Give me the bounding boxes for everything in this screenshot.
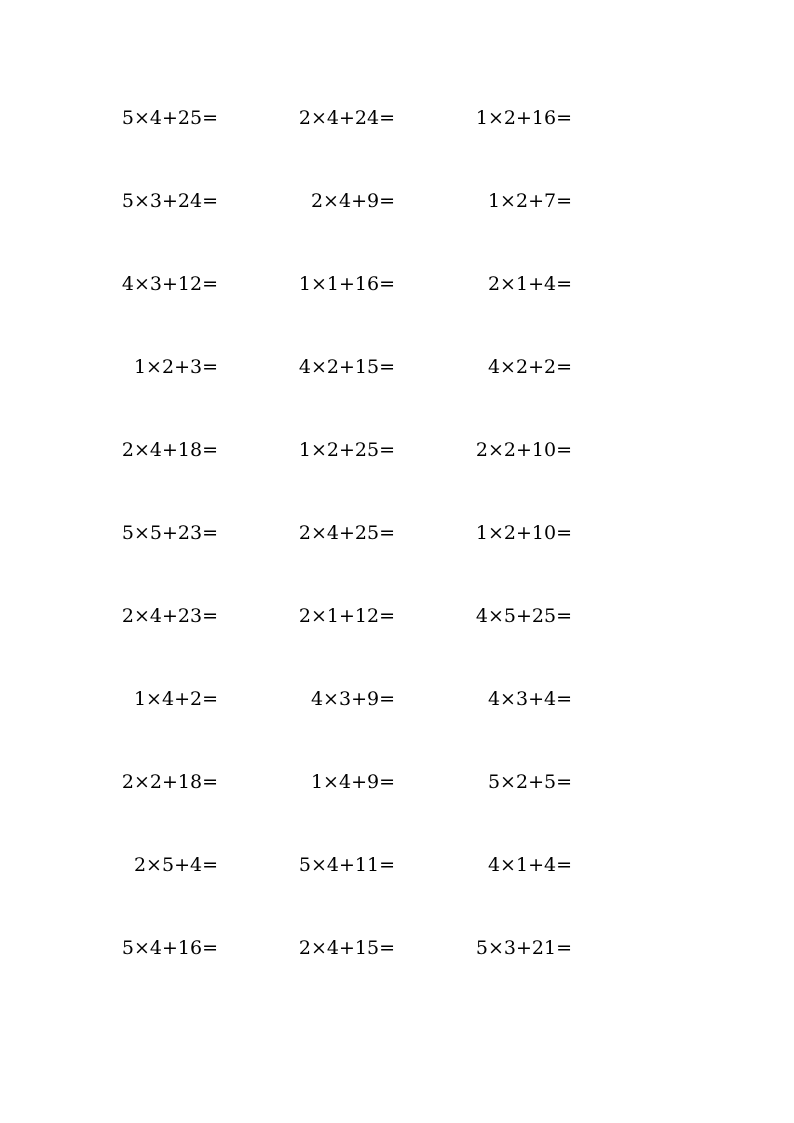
problem-row (0, 596, 794, 636)
problem: 4×1+4= (487, 854, 572, 876)
problem-row (0, 430, 794, 470)
problem: 1×4+9= (310, 771, 395, 793)
problem: 5×3+21= (475, 937, 572, 959)
problem: 5×5+23= (121, 522, 218, 544)
problem-row (0, 264, 794, 304)
problem: 1×1+16= (298, 273, 395, 295)
problem: 4×5+25= (475, 605, 572, 627)
problem-row (0, 928, 794, 968)
problem: 2×4+24= (298, 107, 395, 129)
problem: 2×4+25= (298, 522, 395, 544)
problem: 4×2+15= (298, 356, 395, 378)
problem-row (0, 181, 794, 221)
problem: 1×2+3= (133, 356, 218, 378)
problem: 1×2+25= (298, 439, 395, 461)
problem: 2×4+9= (310, 190, 395, 212)
problem: 1×2+16= (475, 107, 572, 129)
problem: 4×3+4= (487, 688, 572, 710)
problem-row (0, 513, 794, 553)
problem: 2×5+4= (133, 854, 218, 876)
problem: 2×2+18= (121, 771, 218, 793)
problem: 4×3+12= (121, 273, 218, 295)
problem-row (0, 347, 794, 387)
problem: 1×4+2= (133, 688, 218, 710)
problem-row (0, 845, 794, 885)
problem: 4×2+2= (487, 356, 572, 378)
problem: 5×4+11= (298, 854, 395, 876)
problem: 5×2+5= (487, 771, 572, 793)
problem: 2×4+23= (121, 605, 218, 627)
problem: 5×4+16= (121, 937, 218, 959)
problem-row (0, 98, 794, 138)
problem: 5×3+24= (121, 190, 218, 212)
problem: 4×3+9= (310, 688, 395, 710)
problem-row (0, 679, 794, 719)
problem: 2×1+4= (487, 273, 572, 295)
problem-row (0, 762, 794, 802)
problem: 5×4+25= (121, 107, 218, 129)
problem: 2×1+12= (298, 605, 395, 627)
problem: 1×2+10= (475, 522, 572, 544)
problem: 2×2+10= (475, 439, 572, 461)
problem: 1×2+7= (487, 190, 572, 212)
problem: 2×4+18= (121, 439, 218, 461)
problem: 2×4+15= (298, 937, 395, 959)
